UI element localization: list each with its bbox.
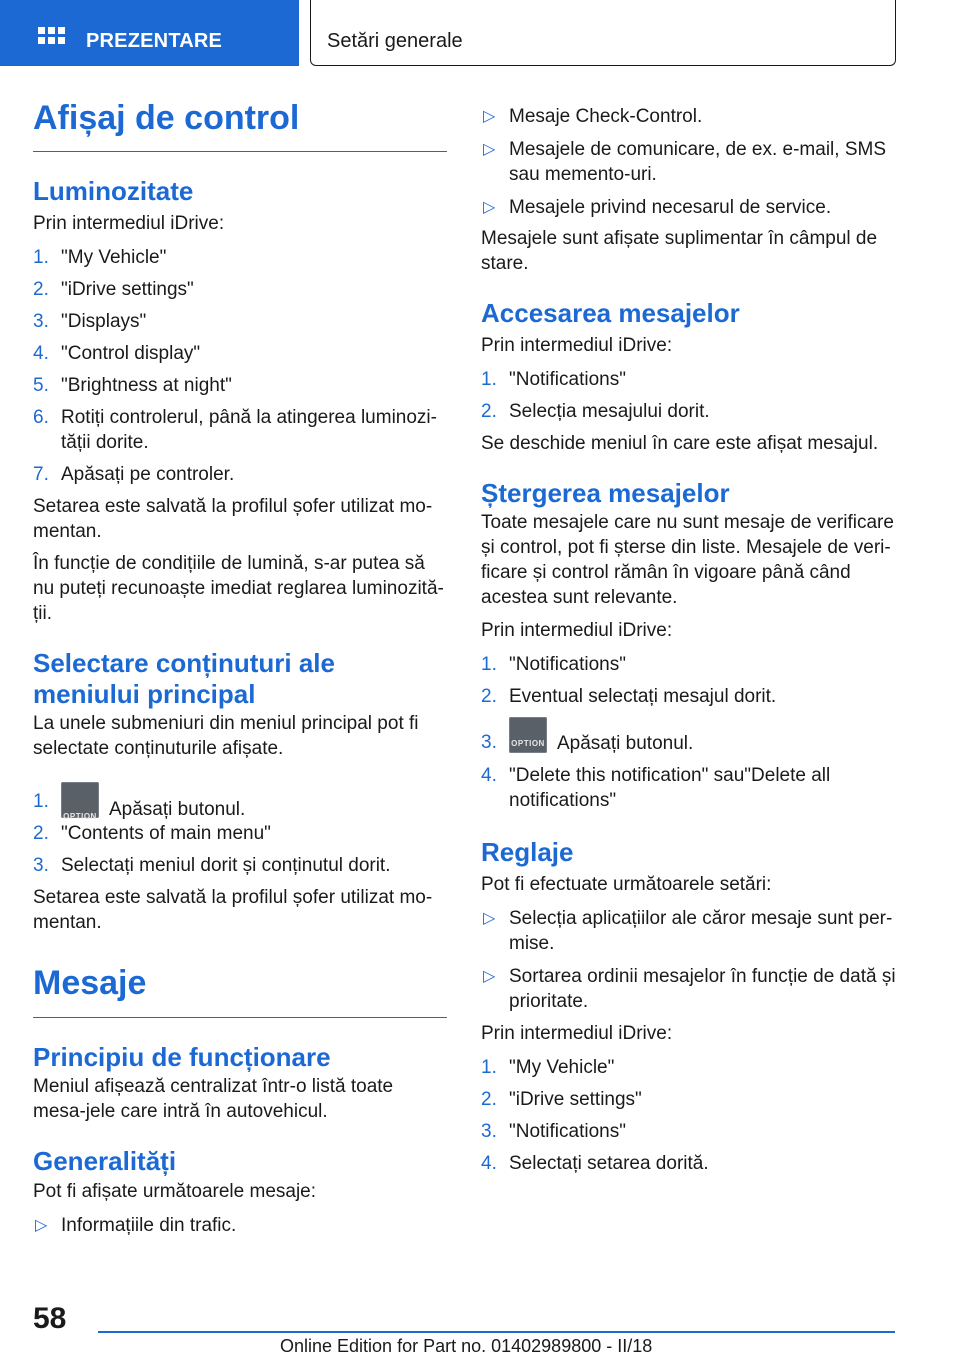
general-intro: Pot fi afișate următoarele mesaje:: [33, 1181, 317, 1203]
list-item: [33, 779, 447, 821]
nav-tab-label: PREZENTARE: [86, 30, 223, 52]
delete-text: Toate mesajele care nu sunt mesaje de verificare și control, pot fi șterse din liste. Mesajele de veri-ficare și control rămân în vigoare până când acestea sunt relevante.: [481, 512, 894, 609]
list-item: [33, 405, 447, 455]
bullet-triangle-icon: ▷: [35, 1217, 48, 1235]
list-item: [481, 763, 897, 813]
step-text: "iDrive settings": [509, 1089, 642, 1111]
top-bar: [0, 0, 960, 66]
list-item: [481, 104, 897, 129]
settings-intro: Pot fi efectuate următoarele setări:: [481, 874, 772, 896]
list-item: [481, 964, 897, 1014]
step-number: 2.: [33, 823, 49, 845]
list-item: [33, 462, 447, 487]
list-item: [481, 717, 897, 757]
step-number: 7.: [33, 464, 49, 486]
general-note: Mesajele sunt afișate suplimentar în câmpul de stare.: [481, 228, 878, 274]
bullet-text: Sortarea ordinii mesajelor în funcție de dată și prioritate.: [509, 966, 896, 1013]
footer-divider: [98, 1331, 895, 1333]
list-item: [481, 1055, 897, 1080]
step-number: 1.: [481, 654, 497, 676]
general-bullets-left: [33, 1213, 447, 1238]
section-tab: [310, 0, 896, 66]
delete-steps-cont: [481, 717, 897, 813]
step-text: Apăsați butonul.: [109, 799, 246, 821]
step-number: 1.: [481, 1057, 497, 1079]
access-intro: Prin intermediul iDrive:: [481, 334, 673, 356]
step-number: 3.: [33, 311, 49, 333]
section-title-operating-principle: Principiu de funcționare: [33, 1041, 331, 1072]
section-title: Setări generale: [327, 30, 463, 52]
bullet-triangle-icon: ▷: [483, 968, 496, 986]
access-steps: [481, 367, 897, 424]
list-item: [481, 399, 897, 424]
list-item: [33, 373, 447, 398]
step-text: Apăsați pe controler.: [61, 464, 235, 486]
bullet-triangle-icon: ▷: [483, 108, 496, 125]
brightness-note-2: În funcție de condițiile de lumină, s-ar putea să nu puteți recunoaște imediat reglarea luminozită-ții.: [33, 553, 444, 625]
list-item: [481, 1151, 897, 1176]
section-title-access-messages: Accesarea mesajelor: [481, 298, 740, 328]
step-number: 1.: [33, 791, 49, 813]
list-item: [33, 853, 447, 878]
bullet-text: Informațiile din trafic.: [61, 1215, 237, 1237]
step-text: "iDrive settings": [61, 279, 194, 301]
list-item: [481, 1087, 897, 1112]
step-text: "My Vehicle": [509, 1057, 615, 1079]
settings-intro-2: Prin intermediul iDrive:: [481, 1023, 673, 1045]
option-button-icon: OPTION: [509, 717, 547, 753]
step-text: Apăsați butonul.: [557, 733, 694, 755]
bullet-triangle-icon: ▷: [483, 141, 496, 158]
list-item: [33, 1213, 447, 1238]
left-column: [33, 100, 447, 1238]
step-text: Eventual selectați mesajul dorit.: [509, 686, 777, 708]
step-text: "Notifications": [509, 1121, 626, 1143]
list-item: [33, 821, 447, 846]
list-item: [33, 245, 447, 270]
step-text: Selectați meniul dorit și conținutul dorit.: [61, 855, 391, 877]
bullet-text: Mesajele privind necesarul de service.: [509, 197, 832, 218]
step-text: "Notifications": [509, 654, 626, 676]
step-number: 2.: [481, 400, 497, 422]
right-column: [481, 104, 897, 1176]
section-title-settings: Reglaje: [481, 837, 574, 868]
list-item: [481, 195, 897, 220]
list-item: [481, 652, 897, 677]
step-text: "Notifications": [509, 368, 626, 390]
step-number: 3.: [481, 732, 497, 754]
bullet-text: Mesajele de comunicare, de ex. e-mail, SMS sau memento-uri.: [509, 139, 886, 185]
step-text: "Delete this notification" sau"Delete all notifications": [509, 765, 831, 812]
list-item: [33, 277, 447, 302]
list-item: [481, 1119, 897, 1144]
step-number: 2.: [33, 279, 49, 301]
step-number: 2.: [481, 1089, 497, 1111]
step-number: 2.: [481, 686, 497, 708]
general-bullets-right: [481, 104, 897, 220]
list-item: [33, 309, 447, 334]
list-item: [481, 367, 897, 392]
step-text: "Displays": [61, 311, 147, 333]
bullet-triangle-icon: ▷: [483, 199, 496, 216]
chapter-title-messages: Mesaje: [33, 965, 447, 1017]
access-note: Se deschide meniul în care este afișat mesajul.: [481, 432, 879, 454]
bullet-triangle-icon: ▷: [483, 910, 496, 928]
brightness-intro: Prin intermediul iDrive:: [33, 213, 225, 235]
delete-intro: Prin intermediul iDrive:: [481, 620, 673, 642]
step-text: Selectați setarea dorită.: [509, 1153, 709, 1175]
section-title-main-menu-contents: Selectare conținuturi ale meniului principal: [33, 648, 335, 709]
main-menu-intro: La unele submeniuri din meniul principal pot fi selectate conținuturile afișate.: [33, 713, 419, 760]
settings-steps: [481, 1055, 897, 1176]
step-text: "Contents of main menu": [61, 823, 271, 845]
bullet-text: Selecția aplicațiilor ale căror mesaje sunt per-mise.: [509, 908, 893, 955]
bullet-text: Mesaje Check-Control.: [509, 106, 703, 127]
step-text: "Control display": [61, 343, 201, 365]
footer-edition: Online Edition for Part no. 01402989800 - II/18: [280, 1336, 653, 1356]
section-title-delete-messages: Ștergerea mesajelor: [481, 477, 730, 508]
nav-tab-overview[interactable]: [0, 0, 299, 66]
list-item: [481, 906, 897, 956]
brightness-steps: [33, 245, 447, 487]
chapter-title-control-display: Afișaj de control: [33, 100, 447, 152]
step-text: Selecția mesajului dorit.: [509, 400, 710, 422]
step-number: 1.: [33, 247, 49, 269]
step-text: "Brightness at night": [61, 375, 232, 397]
delete-steps: [481, 652, 897, 709]
settings-bullets: [481, 906, 897, 1014]
brightness-note-1: Setarea este salvată la profilul șofer utilizat mo-mentan.: [33, 496, 433, 543]
step-text: Rotiți controlerul, până la atingerea luminozi-tății dorite.: [61, 407, 437, 454]
main-menu-note: Setarea este salvată la profilul șofer utilizat mo-mentan.: [33, 887, 433, 934]
step-number: 5.: [33, 375, 49, 397]
option-button-icon: OPTION: [61, 782, 99, 818]
main-menu-steps-cont: [33, 821, 447, 878]
step-number: 4.: [481, 765, 497, 787]
list-item: [481, 137, 897, 187]
operating-principle-text: Meniul afișează centralizat într-o listă toate mesa-jele care intră în autovehicul.: [33, 1076, 394, 1123]
list-item: [33, 341, 447, 366]
step-number: 4.: [481, 1153, 497, 1175]
main-menu-steps: [33, 779, 447, 821]
list-item: [481, 684, 897, 709]
section-title-brightness: Luminozitate: [33, 176, 194, 207]
step-number: 3.: [481, 1121, 497, 1143]
step-text: "My Vehicle": [61, 247, 167, 269]
page-number: 58: [33, 1302, 67, 1335]
step-number: 6.: [33, 407, 49, 429]
step-number: 4.: [33, 343, 49, 365]
step-number: 3.: [33, 855, 49, 877]
step-number: 1.: [481, 368, 497, 390]
section-title-general: Generalități: [33, 1146, 177, 1177]
grid-menu-icon: [38, 27, 66, 49]
